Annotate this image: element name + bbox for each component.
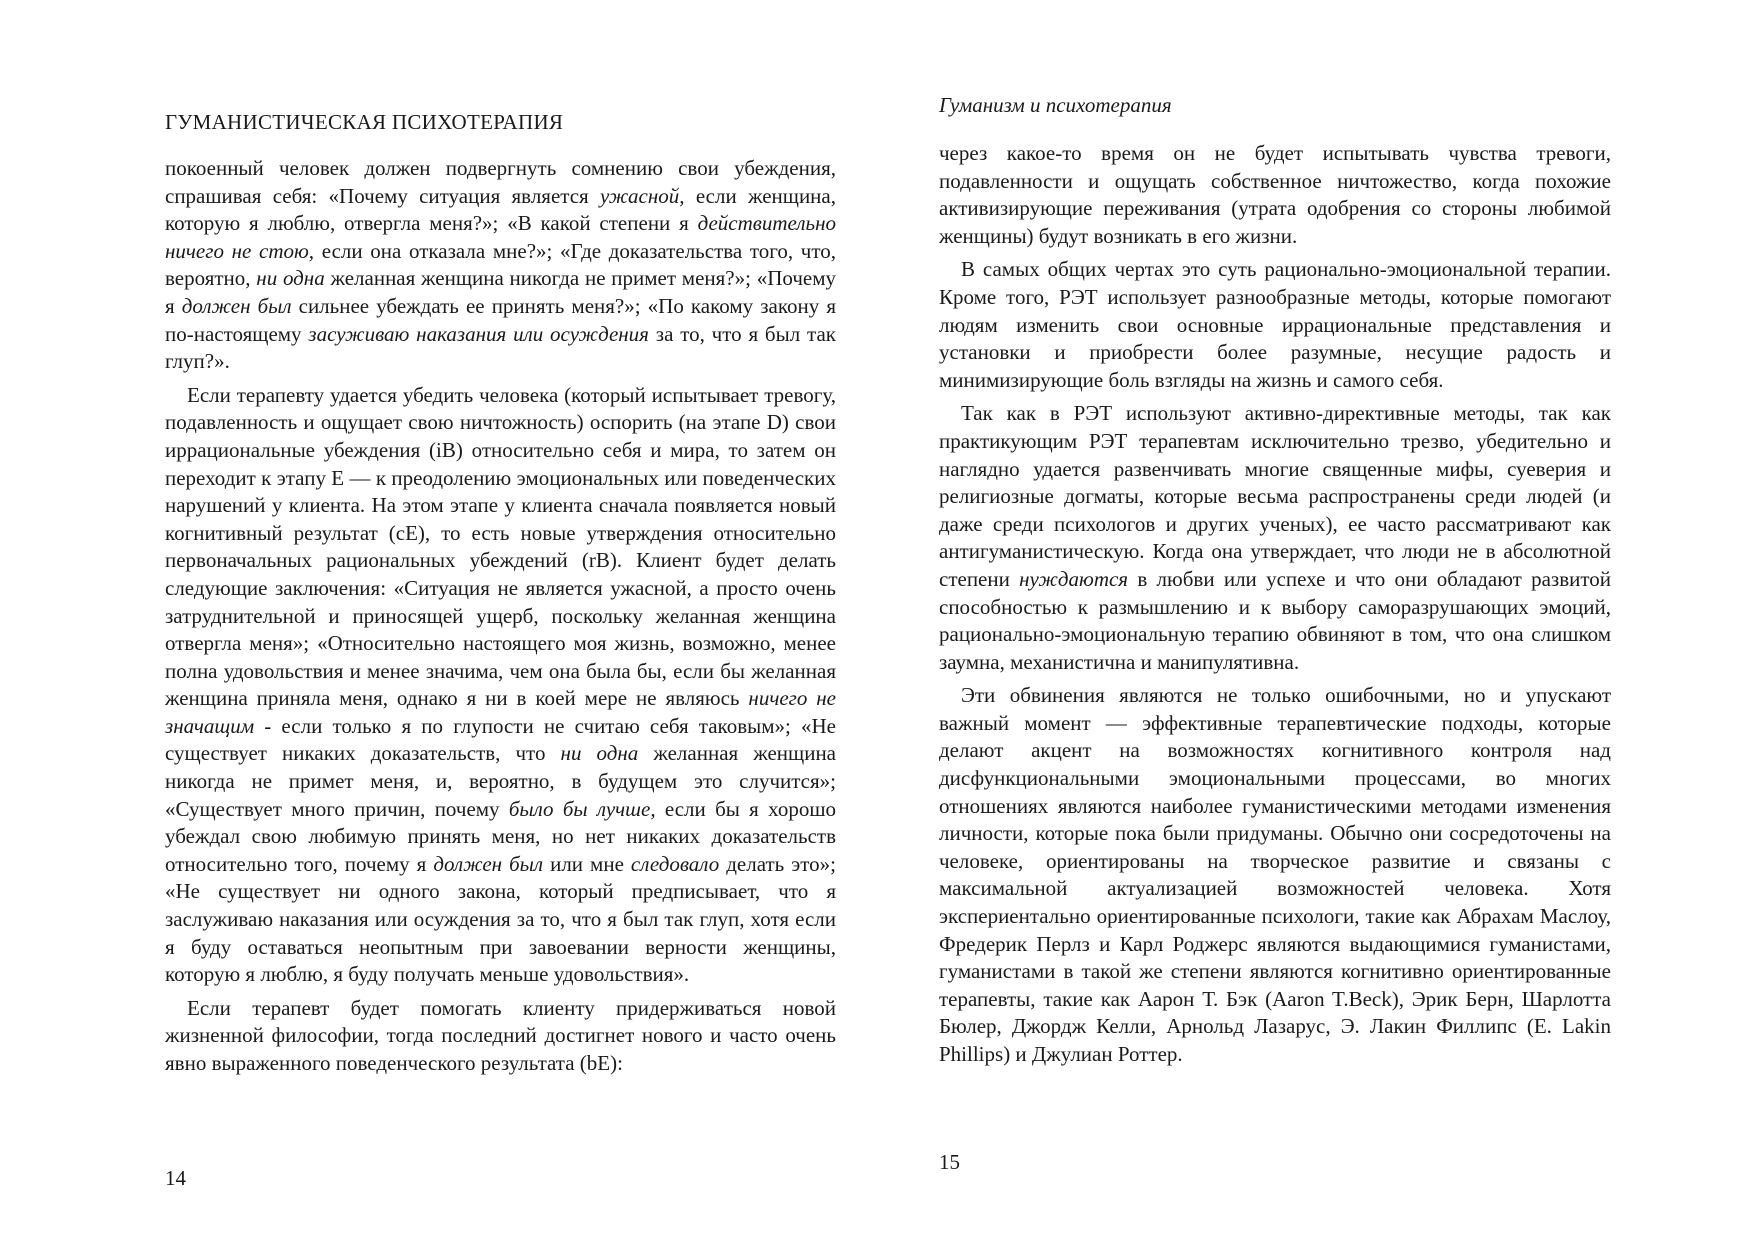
- paragraph: [939, 140, 1611, 250]
- text-run: если бы я хорошо убеждал свою любимую принять меня, но нет никаких доказательств относительно того, почему я: [165, 796, 836, 876]
- emphasis-text: засуживаю наказания или осуждения: [308, 321, 649, 346]
- text-run: желанная женщина никогда не примет меня?»; «Почему я: [165, 266, 836, 318]
- text-run: - если только я по глупости не считаю себя таковым»; «Не существует никаких доказательств, что: [165, 713, 836, 766]
- text-run: если женщина, которую я люблю, отвергла меня?»; «В какой степени я: [165, 183, 836, 236]
- text-run: через какое-то время он не будет испытывать чувства тревоги, подавленности и ощущать собственное ничтожество, когда похожие активизирующие переживания (утрата одобрения со стороны любимой женщины) будут возникать в его жизни.: [939, 141, 1611, 248]
- text-run: покоенный человек должен подвергнуть сомнению свои убеждения, спрашивая себя: «Почему ситуация является: [165, 156, 836, 208]
- text-run: сильнее убеждать ее принять меня?»; «По какому закону я по-настоящему: [165, 293, 836, 346]
- emphasis-text: нуждаются: [1019, 566, 1129, 591]
- right-page: [877, 0, 1754, 1240]
- running-header: Гуманизм и психотерапия: [939, 93, 1172, 117]
- emphasis-text: ни одна: [256, 266, 325, 291]
- emphasis-text: ужасной,: [599, 183, 685, 208]
- text-run: за то, что я был так глуп?».: [165, 321, 836, 374]
- emphasis-text: было бы лучше,: [508, 796, 656, 821]
- text-run: В самых общих чертах это суть рационально-эмоциональной терапии. Кроме того, РЭТ использует разнообразные методы, которые помогают людям изменить свои основные иррациональные представления и установки и приобрести более разумные, несущие радость и минимизирующие боль взгляды на жизнь и самого себя.: [939, 257, 1611, 392]
- paragraph: [939, 400, 1611, 676]
- text-run: если она отказала мне?»; «Где доказательства того, что, вероятно,: [165, 238, 836, 291]
- paragraph: [165, 155, 836, 376]
- emphasis-text: ни одна: [560, 741, 639, 766]
- text-run: Если терапевт будет помогать клиенту придерживаться новой жизненной философии, тогда последний достигнет нового и часто очень явно выраженного поведенческого результата (bE):: [165, 995, 836, 1075]
- text-run: Так как в РЭТ используют активно-директивные методы, так как практикующим РЭТ терапевтам исключительно трезво, убедительно и наглядно удается развенчивать многие священные мифы, суеверия и религиозные догматы, которые весьма распространены среди людей (и даже среди психологов и других ученых), ее часто рассматривают как антигуманистическую. Когда она утверждает, что люди не в абсолютной степени: [939, 401, 1611, 591]
- running-header: ГУМАНИСТИЧЕСКАЯ ПСИХОТЕРАПИЯ: [165, 110, 564, 134]
- text-run: делать это»; «Не существует ни одного закона, который предписывает, что я заслуживаю наказания или осуждения за то, что я был так глуп, хотя если я буду оставаться неопытным при завоевании верности женщины, которую я люблю, я буду получать меньше удовольствия».: [165, 851, 837, 987]
- paragraph: [939, 682, 1611, 1068]
- page-body: [939, 140, 1611, 1069]
- paragraph: [165, 382, 836, 989]
- emphasis-text: действительно ничего не стою,: [165, 211, 836, 263]
- page-number: 14: [165, 1166, 186, 1190]
- page-number: 15: [939, 1150, 960, 1174]
- paragraph: [165, 995, 836, 1078]
- text-run: Эти обвинения являются не только ошибочными, но и упускают важный момент — эффективные терапевтические подходы, которые делают акцент на возможностях когнитивного контроля над дисфункциональными эмоциональными процессами, во многих отношениях являются наиболее гуманистическими методами изменения личности, которые пока были придуманы. Обычно они сосредоточены на человеке, ориентированы на творческое развитие и связаны с максимальной актуализацией возможностей человека. Хотя экспериентально ориентированные психологи, такие как Абрахам Маслоу, Фредерик Перлз и Карл Роджерс являются выдающимися гуманистами, гуманистами в такой же степени являются когнитивно ориентированные терапевты, такие как Аарон Т. Бэк (Aaron T.Beck), Эрик Берн, Шарлотта Бюлер, Джордж Келли, Арнольд Лазарус, Э. Лакин Филлипс (E. Lakin Phillips) и Джулиан Роттер.: [939, 683, 1611, 1066]
- text-run: в любви или успехе и что они обладают развитой способностью к размышлению и к выбору саморазрушающих эмоций, рационально-эмоциональную терапию обвиняют в том, что она слишком заумна, механистична и манипулятивна.: [939, 566, 1612, 674]
- text-run: Если терапевту удается убедить человека (который испытывает тревогу, подавленность и ощущает свою ничтожность) оспорить (на этапе D) свои иррациональные убеждения (iB) относительно себя и мира, то затем он переходит к этапу E — к преодолению эмоциональных или поведенческих нарушений у клиента. На этом этапе у клиента сначала появляется новый когнитивный результат (cE), то есть новые утверждения относительно первоначальных рациональных убеждений (rB). Клиент будет делать следующие заключения: «Ситуация не является ужасной, а просто очень затруднительной и приносящей ущерб, поскольку желанная женщина отвергла меня»; «Относительно настоящего моя жизнь, возможно, менее полна удовольствия и менее значима, чем она была бы, если бы желанная женщина приняла меня, однако я ни в коей мере не являюсь: [165, 382, 836, 711]
- emphasis-text: следовало: [630, 851, 720, 876]
- text-run: или мне: [543, 851, 631, 876]
- paragraph: [939, 256, 1611, 394]
- text-run: желанная женщина никогда не примет меня, и, вероятно, в будущем это случится»; «Существует много причин, почему: [165, 741, 837, 821]
- emphasis-text: должен был: [433, 851, 544, 876]
- emphasis-text: ничего не значащим: [165, 686, 836, 738]
- emphasis-text: должен был: [181, 293, 292, 318]
- page-body: [165, 155, 836, 1078]
